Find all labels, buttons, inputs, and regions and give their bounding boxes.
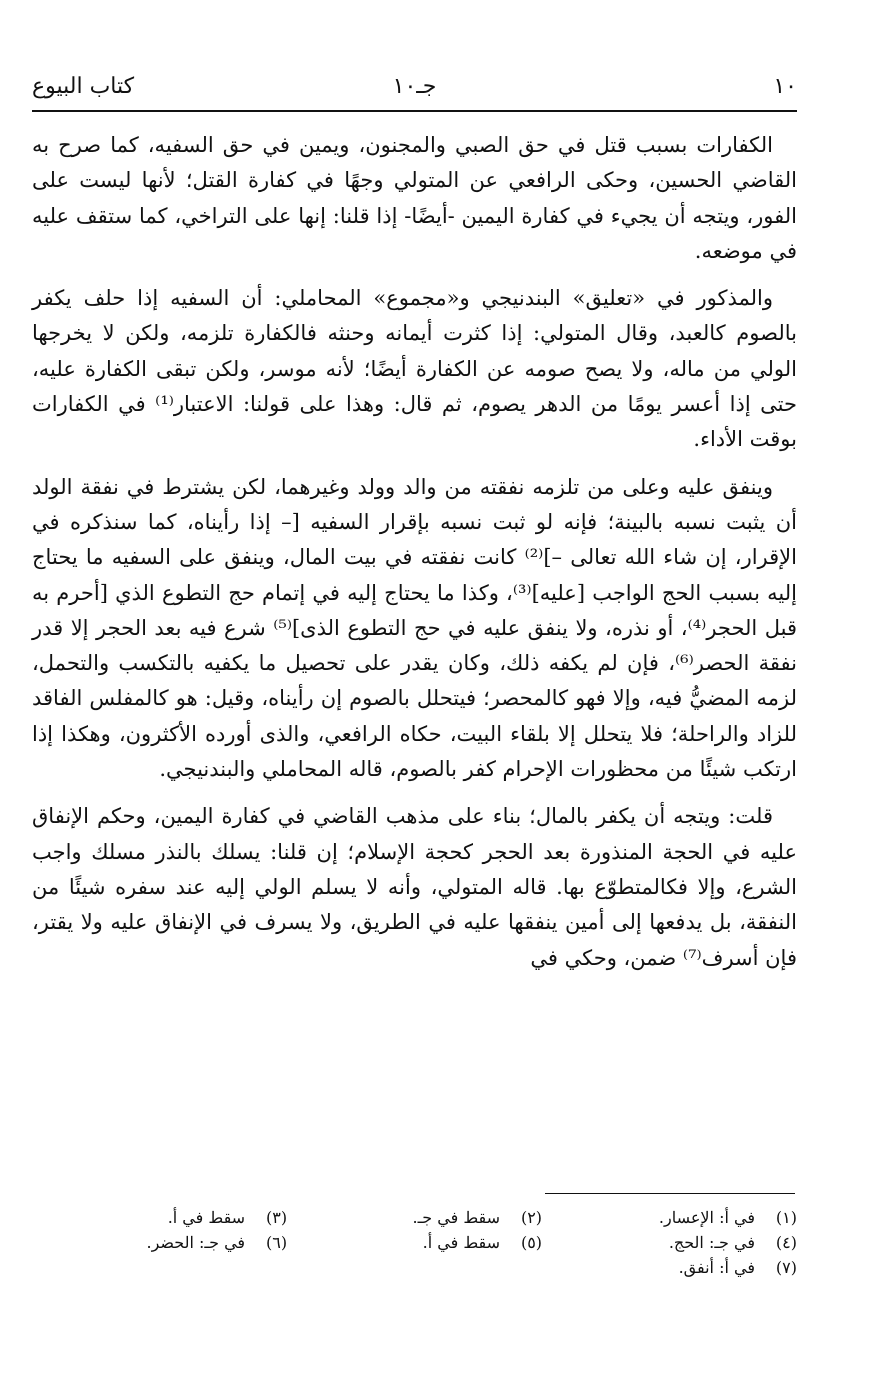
paragraph: والمذكور في «تعليق» البندنيجي و«مجموع» المحاملي: أن السفيه إذا حلف يكفر بالصوم كالعبد، وقال المتولي: إذا كثرت أيمانه وحنثه فالكفارة تلزمه، ولكن لا يخرجها الولي من ماله، ولا يصح صومه عن الكفارة أيضًا؛ لأنه موسر، ولكن تبقى الكفارة عليه، حتى إذا أعسر يومًا من الدهر يصوم، ثم قال: وهذا على قولنا: الاعتبار⁽¹⁾ في الكفارات بوقت الأداء. xyxy=(32,286,797,452)
page-number: ١٠ xyxy=(773,74,797,99)
footnote-row xyxy=(32,1205,797,1230)
footnote-row xyxy=(32,1255,797,1280)
footnote-text: سقط في أ. xyxy=(167,1208,246,1227)
footnote-number: (١) xyxy=(775,1208,797,1227)
footnotes xyxy=(32,1205,797,1280)
footnote-text: في أ: الإعسار. xyxy=(658,1208,755,1227)
volume-number: جـ١٠ xyxy=(392,74,437,99)
footnote-text: سقط في أ. xyxy=(422,1233,501,1252)
book-title: كتاب البيوع xyxy=(32,74,135,99)
footnote-text: في جـ: الحضر. xyxy=(146,1233,246,1252)
header-rule xyxy=(32,110,797,112)
footnote-text: سقط في جـ. xyxy=(412,1208,501,1227)
footnote-number: (٦) xyxy=(265,1233,288,1252)
footnote-row xyxy=(32,1230,797,1255)
footnote-text: في جـ: الحج. xyxy=(668,1233,755,1252)
paragraph: قلت: ويتجه أن يكفر بالمال؛ بناء على مذهب القاضي في كفارة اليمين، وحكم الإنفاق عليه في الحجة المنذورة بعد الحجر كحجة الإسلام؛ إن قلنا: يسلك بالنذر مسلك واجب الشرع، وإلا فكالمتطوّع بها. قاله المتولي، وأنه لا يسلم الولي إليه عند سفره شيئًا من النفقة، بل يدفعها إلى أمين ينفقها عليه في الطريق، ولا يسرف في الإنفاق عليه ولا يقتر، فإن أسرف⁽⁷⁾ ضمن، وحكي في xyxy=(32,804,797,970)
footnote xyxy=(32,1205,287,1230)
footnote xyxy=(542,1205,797,1230)
main-text xyxy=(32,128,797,988)
paragraph: وينفق عليه وعلى من تلزمه نفقته من والد وولد وغيرهما، لكن يشترط في نفقة الولد أن يثبت نسبه بالبينة؛ فإنه لو ثبت نسبه بإقرار السفيه [– إذا رأيناه، كما سنذكره في الإقرار، إن شاء الله تعالى –]⁽²⁾ كانت نفقته في بيت المال، وينفق على السفيه ما يحتاج إليه بسبب الحج الواجب [عليه]⁽³⁾، وكذا ما يحتاج إليه في إتمام حج التطوع الذي [أحرم به قبل الحجر⁽⁴⁾، أو نذره، ولا ينفق عليه في حج التطوع الذى]⁽⁵⁾ شرع فيه بعد الحجر إلا قدر نفقة الحصر⁽⁶⁾، فإن لم يكفه ذلك، وكان يقدر على تحصيل ما يكفيه بالتكسب والتحمل، لزمه المضيُّ فيه، وإلا فهو كالمحصر؛ فيتحلل بالصوم إن رأيناه، وقيل: هو كالمفلس الفاقد للزاد والراحلة؛ فلا يتحلل إلا بلقاء البيت، حكاه الرافعي، والذى أورده الأكثرون، وهكذا إذا ارتكب شيئًا من محظورات الإحرام كفر بالصوم، قاله المحاملي والبندنيجي. xyxy=(32,474,798,782)
footnote-text: في أ: أنفق. xyxy=(678,1258,755,1277)
footnote xyxy=(542,1230,797,1255)
footnote-number: (٣) xyxy=(265,1208,288,1227)
footnote-number: (٧) xyxy=(775,1258,797,1277)
footnote xyxy=(32,1230,287,1255)
page-header xyxy=(32,62,797,112)
paragraph: الكفارات بسبب قتل في حق الصبي والمجنون، ويمين في حق السفيه، كما صرح به القاضي الحسين، وحكى الرافعي عن المتولي وجهًا في كفارة القتل؛ لأنها ليست على الفور، ويتجه أن يجيء في كفارة اليمين -أيضًا- إذا قلنا: إنها على التراخي، كما ستقف عليه في موضعه. xyxy=(32,133,797,263)
footnote-number: (٥) xyxy=(520,1233,543,1252)
footnote-number: (٢) xyxy=(520,1208,543,1227)
footnote-number: (٤) xyxy=(775,1233,797,1252)
footnote-rule xyxy=(545,1193,795,1194)
footnote xyxy=(542,1255,797,1280)
footnote xyxy=(287,1230,542,1255)
footnote xyxy=(287,1205,542,1230)
